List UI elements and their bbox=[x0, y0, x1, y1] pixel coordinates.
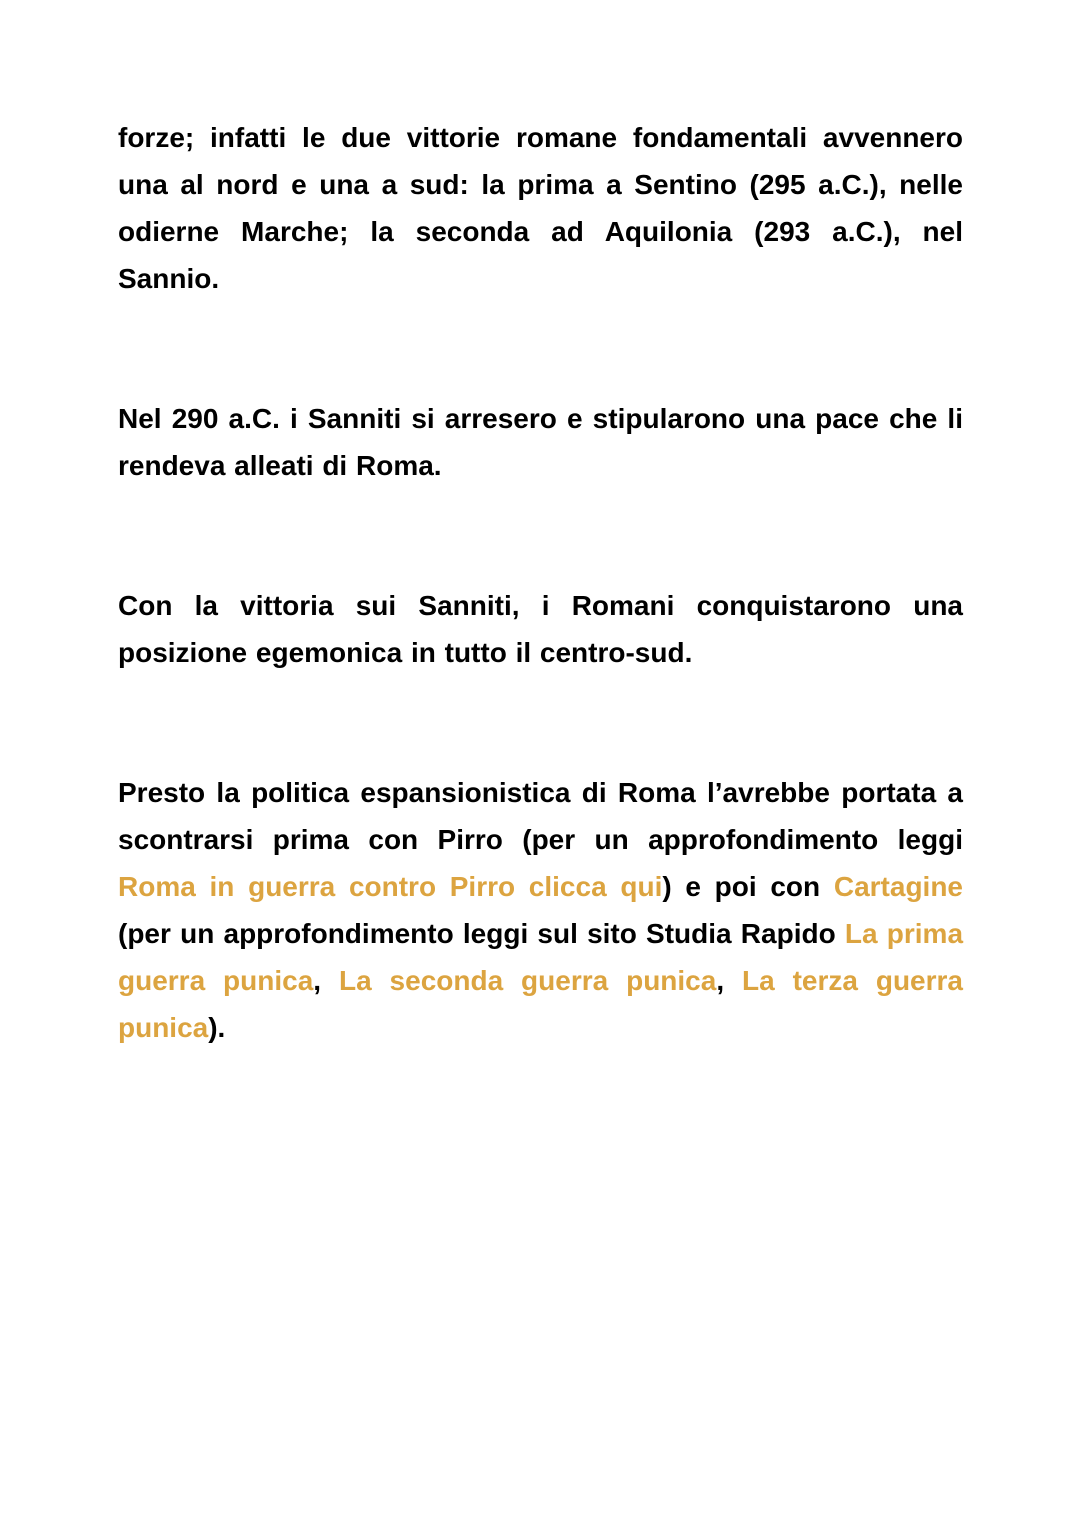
text-run: , bbox=[716, 965, 743, 996]
text-run: , bbox=[313, 965, 339, 996]
text-run: Nel 290 a.C. i Sanniti si arresero e stipularono una pace che li rendeva alleati di Roma. bbox=[118, 403, 963, 481]
link-roma-in-guerra-contro[interactable]: Roma in guerra contro Pirro clicca qui bbox=[118, 871, 663, 902]
text-run: Presto la politica espansionistica di Roma l’avrebbe portata a scontrarsi prima con Pirro (per un approfondimento leggi bbox=[118, 777, 963, 855]
link-la-prima-guerra-punica[interactable]: La prima guerra punica bbox=[118, 918, 964, 996]
text-run: ) e poi con bbox=[662, 871, 834, 902]
link-la-terza-guerra-punica[interactable]: La terza guerra punica bbox=[118, 965, 963, 1043]
text-run: ). bbox=[208, 1012, 226, 1043]
paragraph bbox=[118, 114, 963, 302]
text-content bbox=[118, 114, 963, 1051]
link-cartagine[interactable]: Cartagine bbox=[833, 871, 964, 902]
paragraph bbox=[118, 582, 963, 676]
paragraph bbox=[118, 395, 963, 489]
link-la-seconda-guerra-punica[interactable]: La seconda guerra punica bbox=[338, 965, 717, 996]
text-run: Con la vittoria sui Sanniti, i Romani conquistarono una posizione egemonica in tutto il centro-sud. bbox=[118, 590, 963, 668]
text-run: forze; infatti le due vittorie romane fondamentali avvennero una al nord e una a sud: la prima a Sentino (295 a.C.), nelle odierne Marche; la seconda ad Aquilonia (293 a.C.), nel Sannio. bbox=[118, 122, 963, 294]
text-run: (per un approfondimento leggi sul sito Studia Rapido bbox=[118, 918, 845, 949]
paragraph bbox=[118, 769, 963, 1051]
